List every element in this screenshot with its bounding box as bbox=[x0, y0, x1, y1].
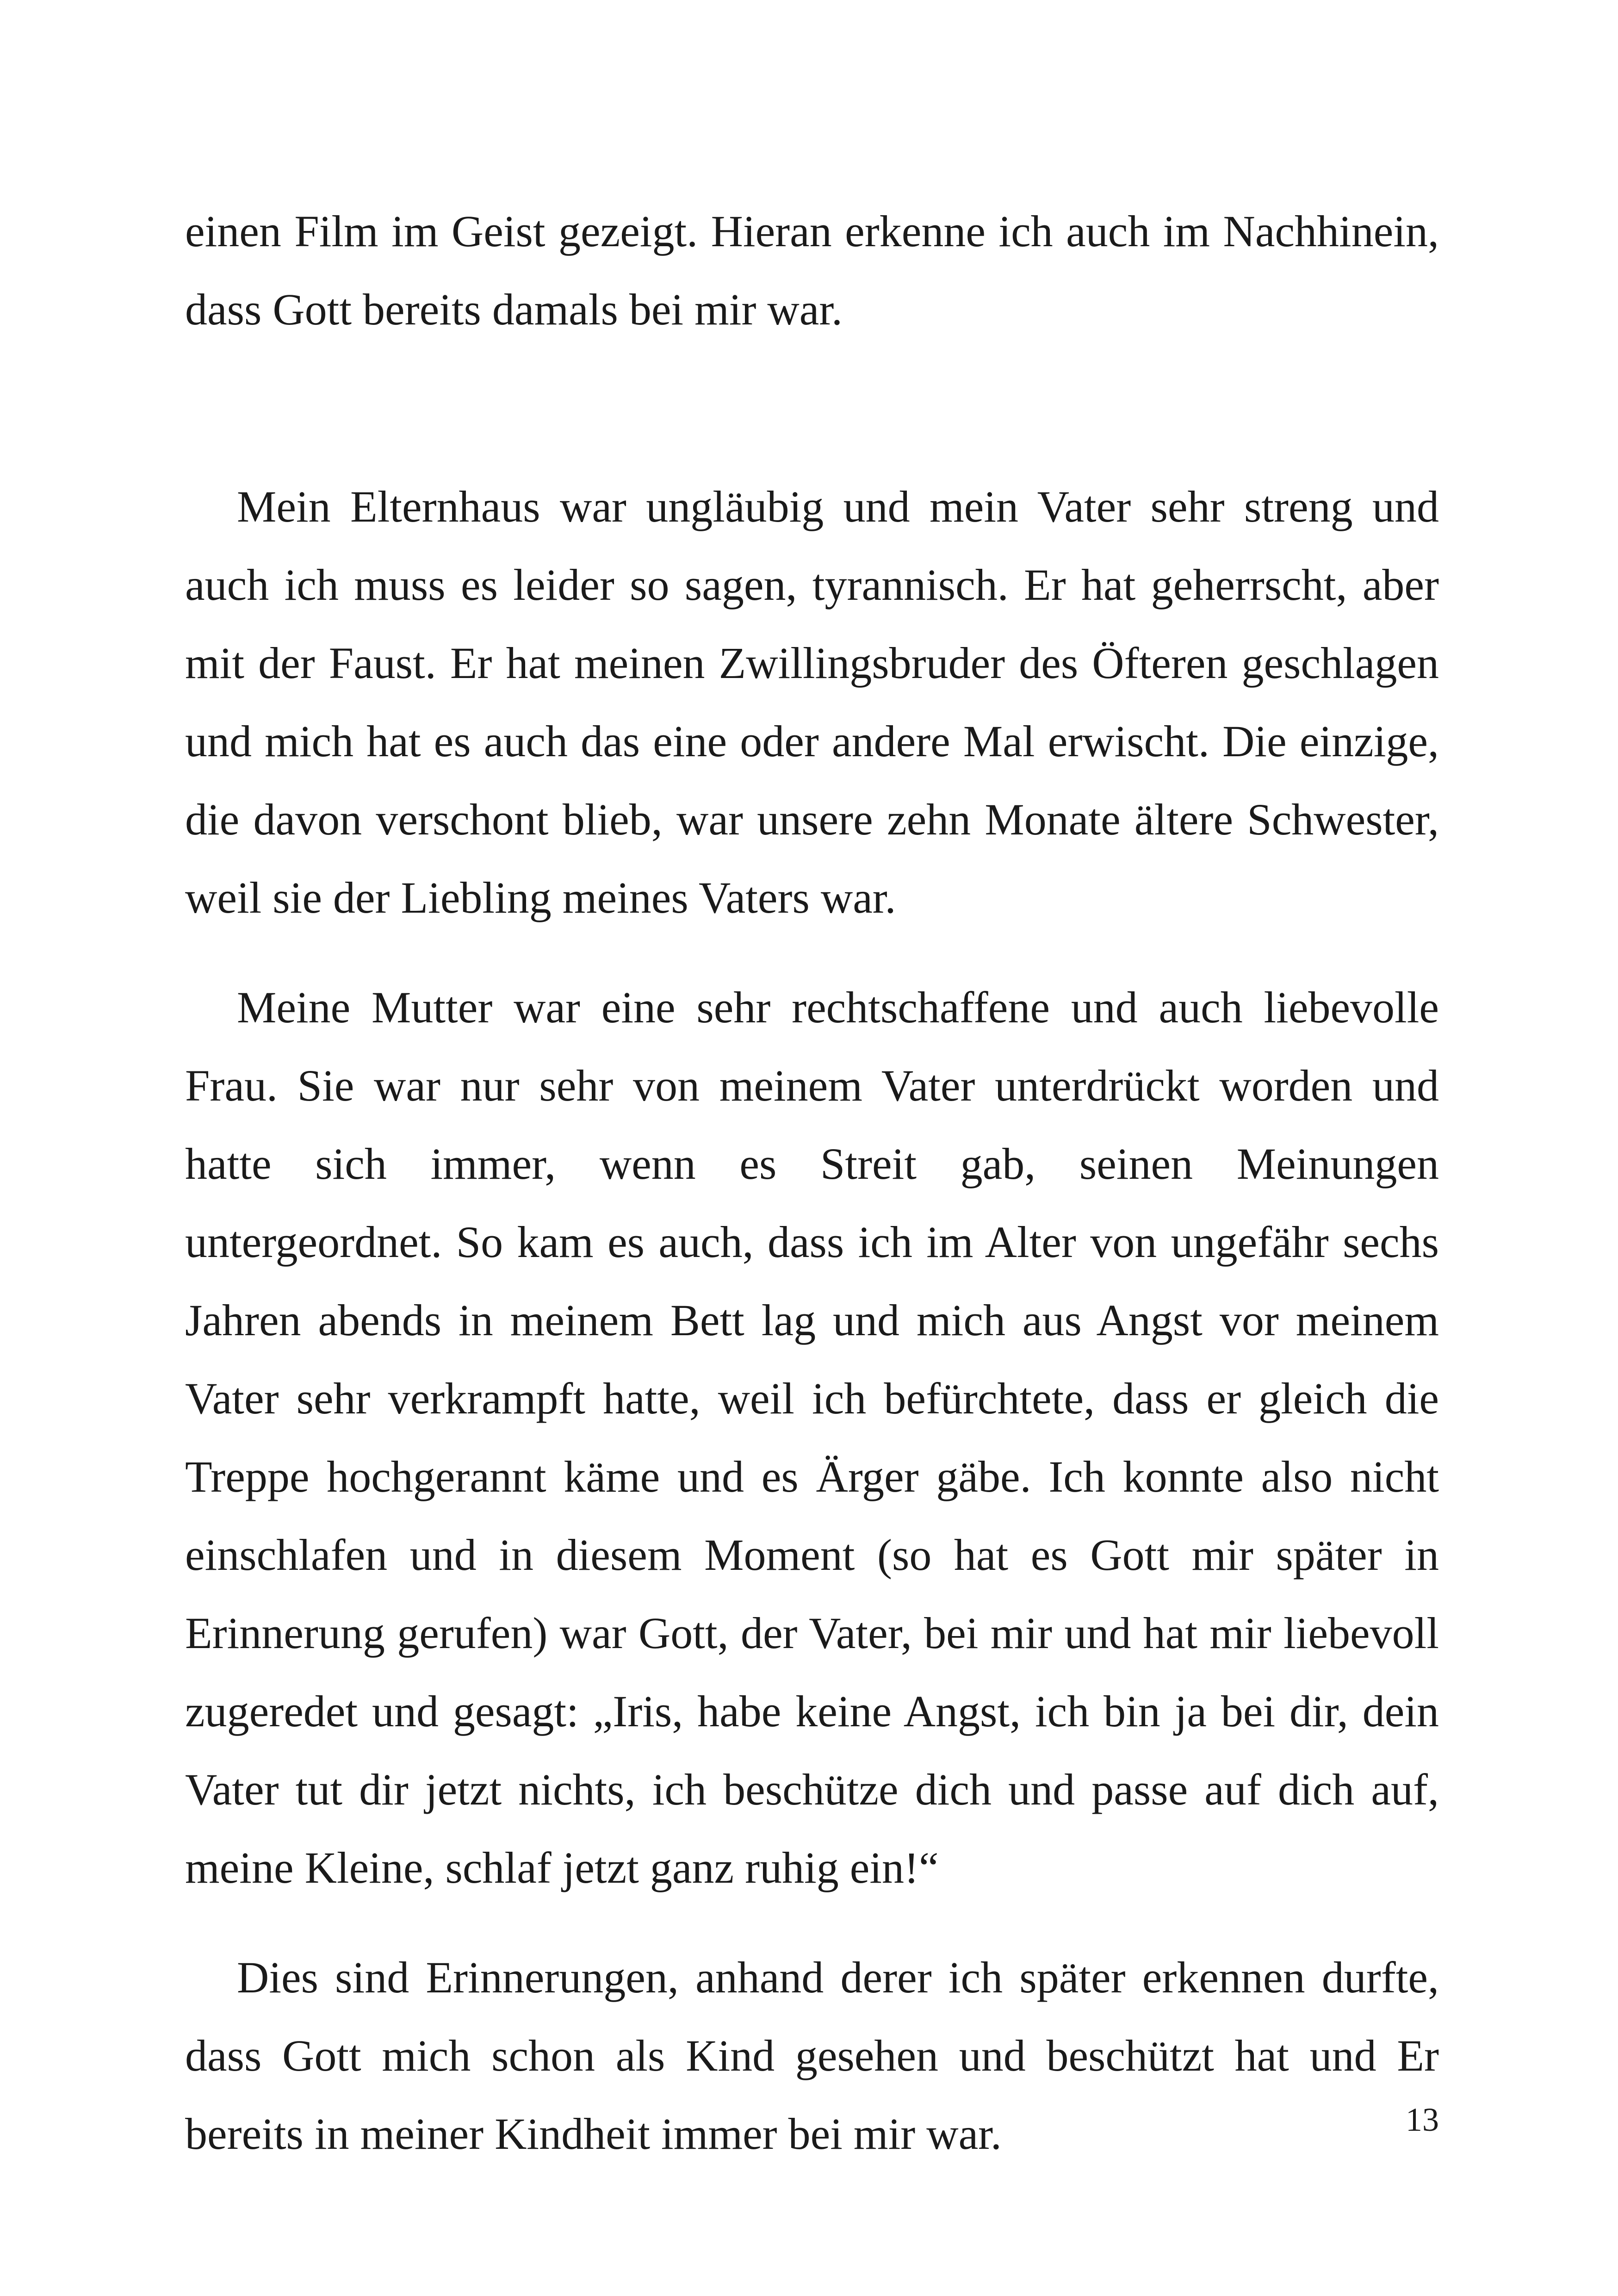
paragraph-mother: Meine Mutter war eine sehr rechtschaffene und auch liebevolle Frau. Sie war nur sehr von meinem Vater unterdrückt worden und hatte sich immer, wenn es Streit gab, seinen Meinungen untergeordnet. So kam es auch, dass ich im Alter von ungefähr sechs Jahren abends in meinem Bett lag und mich aus Angst vor meinem Vater sehr verkrampft hatte, weil ich befürchtete, dass er gleich die Treppe hochgerannt käme und es Ärger gäbe. Ich konnte also nicht einschlafen und in diesem Moment (so hat es Gott mir später in Erinnerung gerufen) war Gott, der Vater, bei mir und hat mir liebevoll zugeredet und gesagt: „Iris, habe keine Angst, ich bin ja bei dir, dein Vater tut dir jetzt nichts, ich beschütze dich und passe auf dich auf, meine Kleine, schlaf jetzt ganz ruhig ein!“ bbox=[185, 983, 1439, 1892]
continued-paragraph: einen Film im Geist gezeigt. Hieran erkenne ich auch im Nachhinein, dass Gott bereits damals bei mir war. bbox=[185, 206, 1439, 334]
page-number: 13 bbox=[1406, 2101, 1439, 2138]
paragraph-parental-home: Mein Elternhaus war ungläubig und mein Vater sehr streng und auch ich muss es leider so sagen, tyrannisch. Er hat geherrscht, aber mit der Faust. Er hat meinen Zwillingsbruder des Öfteren geschlagen und mich hat es auch das eine oder andere Mal erwischt. Die einzige, die davon verschont blieb, war unsere zehn Monate ältere Schwester, weil sie der Liebling meines Vaters war. bbox=[185, 482, 1439, 922]
main-text-section bbox=[185, 467, 1439, 2173]
continued-paragraph-section bbox=[185, 192, 1439, 348]
paragraph-memories: Dies sind Erinnerungen, anhand derer ich später erkennen durfte, dass Gott mich schon als Kind gesehen und beschützt hat und Er bereits in meiner Kindheit immer bei mir war. bbox=[185, 1953, 1439, 2159]
